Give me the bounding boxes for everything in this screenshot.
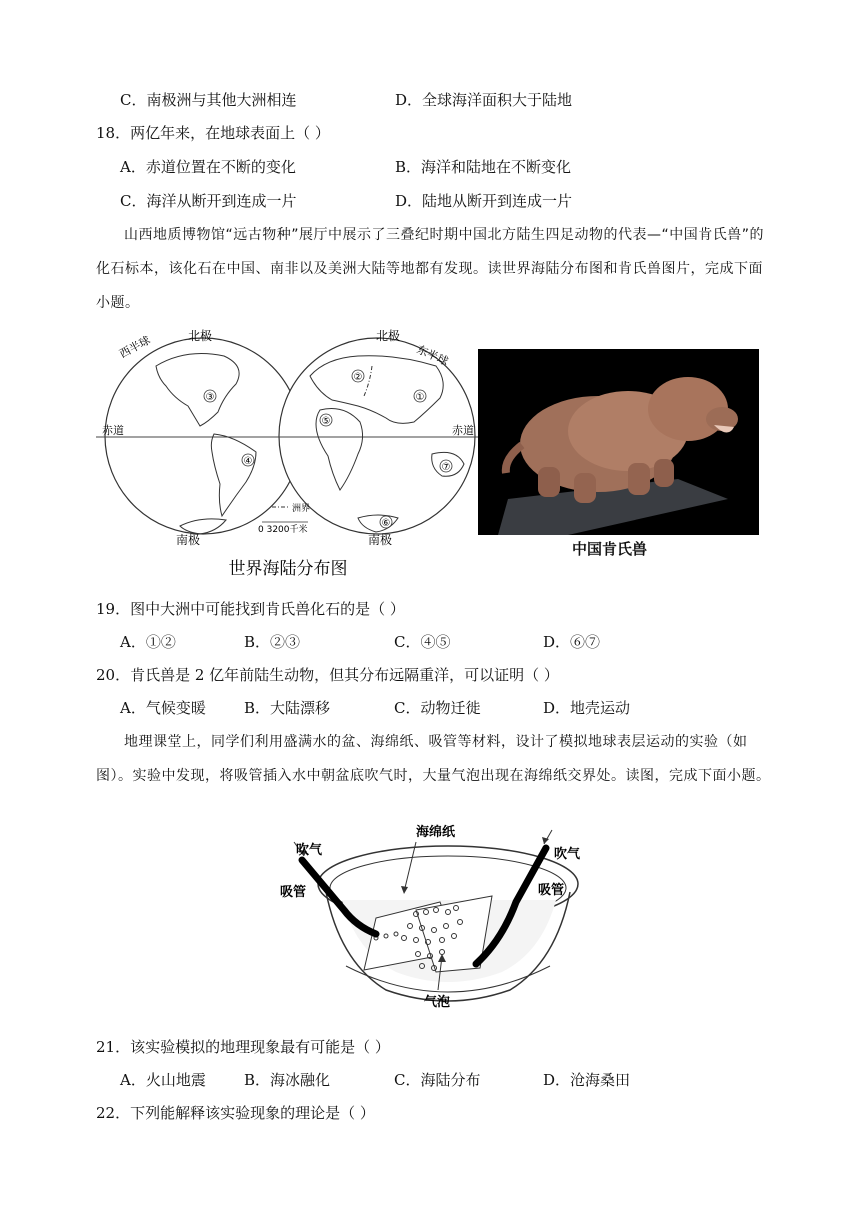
continent-label-3: ③ xyxy=(205,392,215,403)
q22-stem: 22．下列能解释该实验现象的理论是（ ） xyxy=(96,1104,375,1122)
q18-option-c: C．海洋从断开到连成一片 xyxy=(120,192,297,210)
north-pole-label-left: 北极 xyxy=(188,329,213,343)
map-caption: 世界海陆分布图 xyxy=(228,559,348,578)
legend-continent-boundary: 洲界 xyxy=(292,504,311,514)
q18-stem: 18．两亿年来，在地球表面上（ ） xyxy=(96,124,330,142)
passage-experiment: 地理课堂上，同学们利用盛满水的盆、海绵纸、吸管等材料，设计了模拟地球表层运动的实验（如图）。实验中发现，将吸管插入水中朝盆底吹气时，大量气泡出现在海绵纸交界处。读图，完成下面小题。 xyxy=(96,734,771,784)
blow-label-left: 吹气 xyxy=(296,843,323,858)
q19-option-a: A．①② xyxy=(120,633,176,651)
q21-option-b: B．海冰融化 xyxy=(244,1071,331,1089)
experiment-diagram xyxy=(266,822,596,1022)
q21-option-d: D．沧海桑田 xyxy=(543,1071,631,1089)
q21-option-c: C．海陆分布 xyxy=(394,1071,481,1089)
q18-option-d: D．陆地从断开到连成一片 xyxy=(395,192,573,210)
q19-option-c: C．④⑤ xyxy=(394,633,451,651)
equator-label-left: 赤道 xyxy=(102,424,124,437)
equator-label-right: 赤道 xyxy=(452,424,474,437)
continent-label-2: ② xyxy=(353,372,363,383)
q18-option-b: B．海洋和陆地在不断变化 xyxy=(395,158,572,176)
passage-kenneth-fossil: 山西地质博物馆“远古物种”展厅中展示了三叠纪时期中国北方陆生四足动物的代表—“中国肯氏兽”的化石标本，该化石在中国、南非以及美洲大陆等地都有发现。读世界海陆分布图和肯氏兽图片，完成下面小题。 xyxy=(96,227,765,311)
q19-stem: 19．图中大洲中可能找到肯氏兽化石的是（ ） xyxy=(96,600,405,618)
q20-option-c: C．动物迁徙 xyxy=(394,699,481,717)
q18-option-a: A．赤道位置在不断的变化 xyxy=(120,158,296,176)
blow-label-right: 吹气 xyxy=(554,847,581,862)
east-hemisphere-label: 东半球 xyxy=(414,342,451,369)
straw-label-right: 吸管 xyxy=(538,883,565,898)
q17-option-d: D．全球海洋面积大于陆地 xyxy=(395,91,573,109)
world-land-sea-map xyxy=(96,326,480,578)
map-scale: 0 3200千米 xyxy=(258,525,308,535)
continent-label-1: ① xyxy=(415,392,425,403)
q21-option-a: A．火山地震 xyxy=(120,1071,206,1089)
q19-option-d: D．⑥⑦ xyxy=(543,633,601,651)
q20-option-b: B．大陆漂移 xyxy=(244,699,331,717)
sponge-paper-label: 海绵纸 xyxy=(416,825,456,840)
straw-label-left: 吸管 xyxy=(280,885,307,900)
west-hemisphere-label: 西半球 xyxy=(117,333,153,361)
continent-label-7: ⑦ xyxy=(441,462,451,473)
q17-option-c: C．南极洲与其他大洲相连 xyxy=(120,91,297,109)
kenneth-beast-photo xyxy=(478,349,759,535)
south-pole-label-right: 南极 xyxy=(368,533,393,547)
q20-option-d: D．地壳运动 xyxy=(543,699,631,717)
continent-label-5: ⑤ xyxy=(321,416,331,427)
continent-label-4: ④ xyxy=(243,456,253,467)
photo-caption: 中国肯氏兽 xyxy=(572,540,648,558)
north-pole-label-right: 北极 xyxy=(376,329,401,343)
q21-stem: 21．该实验模拟的地理现象最有可能是（ ） xyxy=(96,1038,390,1056)
q20-stem: 20．肯氏兽是 2 亿年前陆生动物，但其分布远隔重洋，可以证明（ ） xyxy=(96,666,559,684)
q19-option-b: B．②③ xyxy=(244,633,301,651)
bubble-label: 气泡 xyxy=(424,995,451,1010)
q20-option-a: A．气候变暖 xyxy=(120,699,206,717)
south-pole-label-left: 南极 xyxy=(176,533,201,547)
continent-label-6: ⑥ xyxy=(381,518,391,529)
